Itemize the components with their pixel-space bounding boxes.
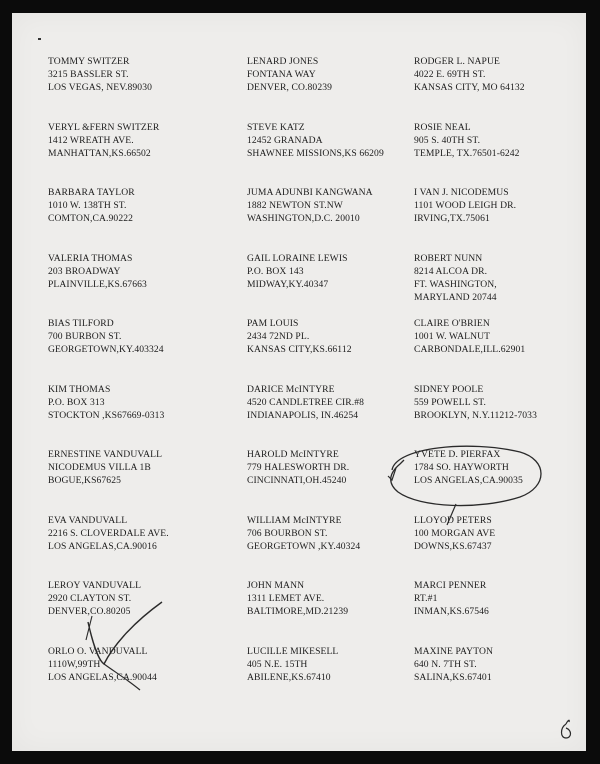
entry-address-line: NICODEMUS VILLA 1B xyxy=(48,462,151,473)
address-entry xyxy=(48,186,247,252)
entry-name: WILLIAM McINTYRE xyxy=(247,514,342,526)
entry-name: BIAS TILFORD xyxy=(48,318,114,329)
entry-address-line: MIDWAY,KY.40347 xyxy=(247,278,329,290)
entry-address-line: MANHATTAN,KS.66502 xyxy=(48,147,151,159)
address-entry xyxy=(247,645,414,711)
address-entry xyxy=(414,121,568,187)
entry-address-line: GEORGETOWN ,KY.40324 xyxy=(247,540,361,552)
entry-name: MARCI PENNER xyxy=(414,580,487,591)
entry-address-line: RT.#1 xyxy=(414,593,438,604)
entry-address-line: LOS VEGAS, NEV.89030 xyxy=(48,82,152,93)
entry-address-line: 405 N.E. 15TH xyxy=(247,658,308,670)
stray-mark xyxy=(38,38,41,40)
entry-address-line: 12452 GRANADA xyxy=(247,134,323,146)
entry-name: BARBARA TAYLOR xyxy=(48,187,135,198)
entry-address-line: 640 N. 7TH ST. xyxy=(414,658,477,670)
entry-name: LEROY VANDUVALL xyxy=(48,580,142,591)
entry-address-line: 2216 S. CLOVERDALE AVE. xyxy=(48,527,169,539)
entry-address-line: STOCKTON ,KS67669-0313 xyxy=(48,409,165,421)
address-entry xyxy=(414,317,568,383)
entry-address-line: TEMPLE, TX.76501-6242 xyxy=(414,147,520,159)
entry-name: KIM THOMAS xyxy=(48,383,111,395)
address-entry xyxy=(247,579,414,645)
address-entry xyxy=(414,645,568,711)
entry-name: SIDNEY POOLE xyxy=(414,383,484,395)
entry-name: I VAN J. NICODEMUS xyxy=(414,187,509,198)
address-entry xyxy=(48,383,247,449)
entry-address-line: 1311 LEMET AVE. xyxy=(247,593,325,604)
entry-address-line: PLAINVILLE,KS.67663 xyxy=(48,278,147,290)
entry-address-line: CARBONDALE,ILL.62901 xyxy=(414,344,526,355)
entry-address-line: 700 BURBON ST. xyxy=(48,331,122,342)
entry-address-line: BOGUE,KS67625 xyxy=(48,475,121,486)
entry-address-line: INMAN,KS.67546 xyxy=(414,606,489,617)
entry-address-line: 779 HALESWORTH DR. xyxy=(247,462,350,473)
entry-address-line: 4022 E. 69TH ST. xyxy=(414,69,486,80)
entry-address-line: LOS ANGELAS,CA.90016 xyxy=(48,540,157,552)
address-entry xyxy=(247,448,414,514)
address-entry xyxy=(48,645,247,711)
entry-address-line: DENVER,CO.80205 xyxy=(48,606,131,617)
entry-name: LLOYOD PETERS xyxy=(414,514,492,526)
entry-name: LUCILLE MIKESELL xyxy=(247,645,339,657)
entry-address-line: SALINA,KS.67401 xyxy=(414,671,492,683)
entry-address-line: 559 POWELL ST. xyxy=(414,396,487,408)
address-entry xyxy=(48,317,247,383)
address-entry xyxy=(247,383,414,449)
entry-address-line: 3215 BASSLER ST. xyxy=(48,69,129,80)
entry-address-line: DENVER, CO.80239 xyxy=(247,82,333,93)
entry-address-line: COMTON,CA.90222 xyxy=(48,213,134,224)
entry-name: TOMMY SWITZER xyxy=(48,56,130,67)
entry-address-line: 1101 WOOD LEIGH DR. xyxy=(414,200,517,211)
entry-name: VALERIA THOMAS xyxy=(48,252,133,264)
entry-name: MAXINE PAYTON xyxy=(414,645,494,657)
entry-name: DARICE McINTYRE xyxy=(247,383,335,395)
address-grid xyxy=(48,55,568,710)
address-entry xyxy=(414,448,568,514)
entry-address-line: LOS ANGELAS,CA.90035 xyxy=(414,475,523,486)
entry-address-line: 100 MORGAN AVE xyxy=(414,527,496,539)
entry-address-line: MARYLAND 20744 xyxy=(414,291,497,303)
entry-address-line: INDIANAPOLIS, IN.46254 xyxy=(247,409,359,421)
entry-address-line: FT. WASHINGTON, xyxy=(414,278,497,290)
entry-address-line: KANSAS CITY, MO 64132 xyxy=(414,82,525,93)
entry-address-line: LOS ANGELAS,CA.90044 xyxy=(48,671,157,683)
entry-address-line: 1001 W. WALNUT xyxy=(414,331,491,342)
entry-address-line: 1882 NEWTON ST.NW xyxy=(247,200,343,211)
entry-name: PAM LOUIS xyxy=(247,318,299,329)
entry-name: ORLO O. VANDUVALL xyxy=(48,645,148,657)
entry-address-line: 4520 CANDLETREE CIR.#8 xyxy=(247,396,365,408)
entry-address-line: P.O. BOX 143 xyxy=(247,265,304,277)
entry-name: GAIL LORAINE LEWIS xyxy=(247,252,348,264)
address-entry xyxy=(247,514,414,580)
address-entry xyxy=(48,579,247,645)
entry-address-line: 905 S. 40TH ST. xyxy=(414,134,481,146)
entry-address-line: CINCINNATI,OH.45240 xyxy=(247,475,347,486)
entry-address-line: 1412 WREATH AVE. xyxy=(48,134,134,146)
address-entry xyxy=(414,514,568,580)
entry-address-line: 1010 W. 138TH ST. xyxy=(48,200,127,211)
entry-name: JUMA ADUNBI KANGWANA xyxy=(247,187,373,198)
entry-address-line: 2434 72ND PL. xyxy=(247,331,310,342)
entry-address-line: WASHINGTON,D.C. 20010 xyxy=(247,213,360,224)
address-entry xyxy=(247,252,414,318)
entry-name: YVETE D. PIERFAX xyxy=(414,449,501,460)
entry-address-line: 706 BOURBON ST. xyxy=(247,527,328,539)
entry-address-line: 1784 SO. HAYWORTH xyxy=(414,462,509,473)
address-entry xyxy=(247,186,414,252)
entry-address-line: 8214 ALCOA DR. xyxy=(414,265,488,277)
address-entry xyxy=(48,252,247,318)
entry-address-line: IRVING,TX.75061 xyxy=(414,213,490,224)
entry-name: JOHN MANN xyxy=(247,580,305,591)
address-entry xyxy=(48,55,247,121)
address-entry xyxy=(414,383,568,449)
entry-address-line: 203 BROADWAY xyxy=(48,265,121,277)
entry-name: ROSIE NEAL xyxy=(414,121,471,133)
entry-address-line: BROOKLYN, N.Y.11212-7033 xyxy=(414,409,537,421)
address-entry xyxy=(414,252,568,318)
entry-name: CLAIRE O'BRIEN xyxy=(414,318,490,329)
address-entry xyxy=(414,579,568,645)
address-entry xyxy=(247,317,414,383)
address-entry xyxy=(48,121,247,187)
entry-address-line: ABILENE,KS.67410 xyxy=(247,671,331,683)
entry-name: VERYL &FERN SWITZER xyxy=(48,121,160,133)
document-page xyxy=(12,13,586,751)
address-entry xyxy=(414,186,568,252)
entry-address-line: P.O. BOX 313 xyxy=(48,396,105,408)
entry-address-line: 2920 CLAYTON ST. xyxy=(48,593,132,604)
address-entry xyxy=(247,121,414,187)
entry-name: STEVE KATZ xyxy=(247,121,305,133)
entry-name: EVA VANDUVALL xyxy=(48,514,128,526)
entry-address-line: DOWNS,KS.67437 xyxy=(414,540,492,552)
address-entry xyxy=(48,448,247,514)
entry-name: LENARD JONES xyxy=(247,56,319,67)
entry-address-line: BALTIMORE,MD.21239 xyxy=(247,606,349,617)
entry-name: ERNESTINE VANDUVALL xyxy=(48,449,163,460)
entry-address-line: SHAWNEE MISSIONS,KS 66209 xyxy=(247,147,384,159)
entry-address-line: FONTANA WAY xyxy=(247,69,316,80)
entry-name: HAROLD McINTYRE xyxy=(247,449,339,460)
address-entry xyxy=(247,55,414,121)
entry-address-line: KANSAS CITY,KS.66112 xyxy=(247,344,352,355)
entry-name: RODGER L. NAPUE xyxy=(414,56,500,67)
entry-name: ROBERT NUNN xyxy=(414,252,483,264)
address-entry xyxy=(414,55,568,121)
entry-address-line: 1110W,99TH xyxy=(48,658,101,670)
entry-address-line: GEORGETOWN,KY.403324 xyxy=(48,344,164,355)
address-entry xyxy=(48,514,247,580)
